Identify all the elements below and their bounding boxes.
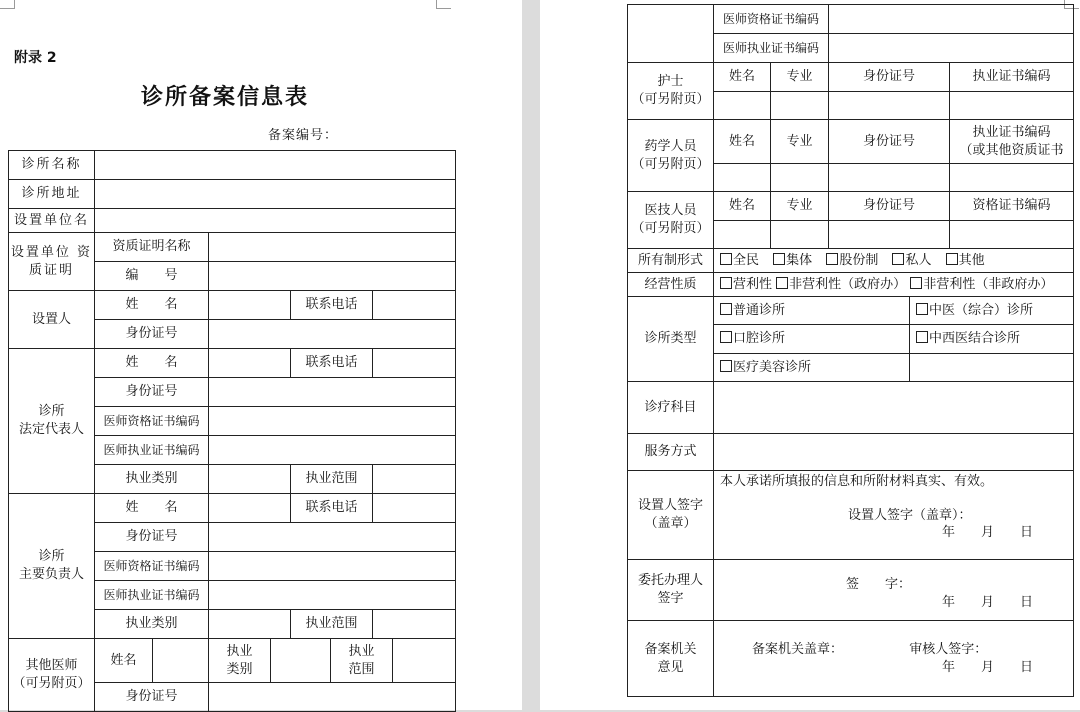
setup-unit-name-field[interactable] [95, 209, 456, 233]
technician-id-label: 身份证号 [829, 192, 950, 221]
agent-signature-label: 委托办理人 签字 [628, 560, 714, 621]
technician-label: 医技人员 （可另附页） [628, 192, 714, 249]
main-person-scope-field[interactable] [373, 610, 456, 639]
legal-rep-id-label: 身份证号 [95, 378, 209, 407]
checkbox-icon[interactable] [720, 303, 732, 315]
checkbox-icon[interactable] [826, 253, 838, 265]
applicant-signature-label: 设置人签字 （盖章） [628, 471, 714, 560]
appendix-label: 附录 2 [14, 50, 57, 66]
page-corner-mark [0, 0, 15, 9]
checkbox-icon[interactable] [776, 277, 788, 289]
pharmacist-id-field[interactable] [829, 164, 950, 192]
main-person-category-field[interactable] [209, 610, 291, 639]
commitment-text: 本人承诺所填报的信息和所附材料真实、有效。 [720, 474, 994, 489]
pharmacist-name-field[interactable] [714, 164, 771, 192]
nurse-id-label: 身份证号 [829, 63, 950, 92]
pharmacist-cert-field[interactable] [950, 164, 1074, 192]
checkbox-icon[interactable] [916, 331, 928, 343]
legal-rep-name-field[interactable] [209, 349, 291, 378]
operation-options [714, 273, 1074, 297]
nurse-cert-label: 执业证书编码 [950, 63, 1074, 92]
other-doctors-category-field[interactable] [271, 639, 331, 683]
continued-practice-cert-field[interactable] [829, 34, 1074, 63]
legal-rep-practice-cert-label: 医师执业证书编码 [95, 436, 209, 465]
checkbox-icon[interactable] [910, 277, 922, 289]
clinic-address-field[interactable] [95, 180, 456, 209]
continued-practice-cert-label: 医师执业证书编码 [714, 34, 829, 63]
technician-cert-label: 资格证书编码 [950, 192, 1074, 221]
setup-person-id-field[interactable] [209, 320, 456, 349]
other-doctors-category-label: 执业 类别 [209, 639, 271, 683]
clinic-record-form-left [8, 150, 456, 712]
technician-name-field[interactable] [714, 221, 771, 249]
qual-cert-name-label: 资质证明名称 [95, 233, 209, 262]
other-doctors-scope-field[interactable] [393, 639, 456, 683]
reviewer-sign-label: 审核人签字： [909, 641, 988, 657]
pharmacist-major-label: 专业 [771, 120, 829, 164]
clinic-type-cosmetic[interactable]: 医疗美容诊所 [714, 354, 910, 382]
checkbox-icon[interactable] [720, 277, 732, 289]
applicant-sign-label: 设置人签字（盖章）： [848, 507, 972, 523]
legal-rep-scope-field[interactable] [373, 465, 456, 494]
authority-seal-label: 备案机关盖章： [752, 641, 844, 657]
operation-option[interactable]: 营利性 [720, 277, 772, 292]
page-left [0, 0, 522, 710]
ownership-option[interactable]: 私人 [892, 253, 931, 268]
clinic-type-blank [910, 354, 1074, 382]
applicant-signature-cell[interactable] [714, 471, 1074, 560]
nurse-label: 护士 （可另附页） [628, 63, 714, 120]
clinic-type-integrated[interactable]: 中西医结合诊所 [910, 325, 1074, 354]
other-doctors-id-label: 身份证号 [95, 683, 209, 712]
technician-name-label: 姓名 [714, 192, 771, 221]
number-field[interactable] [209, 262, 456, 291]
clinic-type-tcm[interactable]: 中医（综合）诊所 [910, 297, 1074, 325]
page-corner-mark [436, 0, 451, 9]
nurse-major-field[interactable] [771, 92, 829, 120]
nurse-cert-field[interactable] [950, 92, 1074, 120]
main-person-qual-cert-label: 医师资格证书编码 [95, 552, 209, 581]
doctor-cert-continued-blank [628, 5, 714, 63]
authority-opinion-cell[interactable] [714, 621, 1074, 697]
continued-qual-cert-label: 医师资格证书编码 [714, 5, 829, 34]
other-doctors-id-field[interactable] [209, 683, 456, 712]
clinic-name-label: 诊所名称 [9, 151, 95, 180]
legal-rep-label: 诊所 法定代表人 [9, 349, 95, 494]
pharmacist-name-label: 姓名 [714, 120, 771, 164]
main-person-category-label: 执业类别 [95, 610, 209, 639]
nurse-name-field[interactable] [714, 92, 771, 120]
checkbox-icon[interactable] [773, 253, 785, 265]
checkbox-icon[interactable] [916, 303, 928, 315]
qual-cert-name-field[interactable] [209, 233, 456, 262]
legal-rep-qual-cert-field[interactable] [209, 407, 456, 436]
pharmacist-id-label: 身份证号 [829, 120, 950, 164]
ownership-option[interactable]: 集体 [773, 253, 812, 268]
main-person-practice-cert-label: 医师执业证书编码 [95, 581, 209, 610]
operation-option[interactable]: 非营利性（政府办） [776, 277, 906, 292]
main-person-practice-cert-field[interactable] [209, 581, 456, 610]
main-person-name-label: 姓 名 [95, 494, 209, 523]
technician-cert-field[interactable] [950, 221, 1074, 249]
checkbox-icon[interactable] [892, 253, 904, 265]
authority-date: 年 月 日 [942, 659, 1034, 675]
ownership-option[interactable]: 全民 [720, 253, 759, 268]
legal-rep-name-label: 姓 名 [95, 349, 209, 378]
nurse-major-label: 专业 [771, 63, 829, 92]
main-person-id-field[interactable] [209, 523, 456, 552]
setup-person-label: 设置人 [9, 291, 95, 349]
main-person-label: 诊所 主要负责人 [9, 494, 95, 639]
main-person-id-label: 身份证号 [95, 523, 209, 552]
authority-opinion-label: 备案机关 意见 [628, 621, 714, 697]
nurse-id-field[interactable] [829, 92, 950, 120]
setup-person-phone-field[interactable] [373, 291, 456, 320]
checkbox-icon[interactable] [720, 253, 732, 265]
ownership-option[interactable]: 其他 [946, 253, 985, 268]
nurse-name-label: 姓名 [714, 63, 771, 92]
technician-major-label: 专业 [771, 192, 829, 221]
service-mode-field[interactable] [714, 434, 1074, 471]
agent-signature-cell[interactable] [714, 560, 1074, 621]
ownership-label: 所有制形式 [628, 249, 714, 273]
agent-sign-label: 签 字： [846, 577, 912, 593]
main-person-phone-field[interactable] [373, 494, 456, 523]
legal-rep-category-label: 执业类别 [95, 465, 209, 494]
legal-rep-qual-cert-label: 医师资格证书编码 [95, 407, 209, 436]
clinic-name-field[interactable] [95, 151, 456, 180]
setup-person-name-label: 姓 名 [95, 291, 209, 320]
clinic-address-label: 诊所地址 [9, 180, 95, 209]
legal-rep-phone-field[interactable] [373, 349, 456, 378]
main-person-name-field[interactable] [209, 494, 291, 523]
legal-rep-category-field[interactable] [209, 465, 291, 494]
main-person-scope-label: 执业范围 [291, 610, 373, 639]
document-title: 诊所备案信息表 [140, 85, 309, 110]
setup-person-name-field[interactable] [209, 291, 291, 320]
service-mode-label: 服务方式 [628, 434, 714, 471]
number-label: 编 号 [95, 262, 209, 291]
pharmacist-label: 药学人员 （可另附页） [628, 120, 714, 192]
operation-label: 经营性质 [628, 273, 714, 297]
agent-date: 年 月 日 [942, 595, 1034, 610]
pharmacist-cert-label: 执业证书编码 （或其他资质证书 [950, 120, 1074, 164]
applicant-date: 年 月 日 [942, 525, 1034, 541]
legal-rep-scope-label: 执业范围 [291, 465, 373, 494]
setup-unit-name-label: 设置单位名 [9, 209, 95, 233]
pharmacist-major-field[interactable] [771, 164, 829, 192]
departments-field[interactable] [714, 382, 1074, 434]
clinic-type-label: 诊所类型 [628, 297, 714, 382]
clinic-type-dental[interactable]: 口腔诊所 [714, 325, 910, 354]
record-number-label: 备案编号： [268, 128, 339, 143]
other-doctors-name-label: 姓名 [95, 639, 153, 683]
main-person-phone-label: 联系电话 [291, 494, 373, 523]
other-doctors-label: 其他医师 （可另附页） [9, 639, 95, 712]
clinic-type-general[interactable]: 普通诊所 [714, 297, 910, 325]
other-doctors-scope-label: 执业 范围 [331, 639, 393, 683]
legal-rep-phone-label: 联系电话 [291, 349, 373, 378]
setup-person-id-label: 身份证号 [95, 320, 209, 349]
setup-person-phone-label: 联系电话 [291, 291, 373, 320]
technician-id-field[interactable] [829, 221, 950, 249]
legal-rep-practice-cert-field[interactable] [209, 436, 456, 465]
checkbox-icon[interactable] [720, 360, 732, 372]
setup-unit-cert-label: 设置单位 资质证明 [9, 233, 95, 291]
ownership-options [714, 249, 1074, 273]
continued-qual-cert-field[interactable] [829, 5, 1074, 34]
technician-major-field[interactable] [771, 221, 829, 249]
departments-label: 诊疗科目 [628, 382, 714, 434]
checkbox-icon[interactable] [720, 331, 732, 343]
legal-rep-id-field[interactable] [209, 378, 456, 407]
operation-option[interactable]: 非营利性（非政府办） [910, 277, 1053, 292]
checkbox-icon[interactable] [946, 253, 958, 265]
other-doctors-name-field[interactable] [153, 639, 209, 683]
ownership-option[interactable]: 股份制 [826, 253, 878, 268]
clinic-record-form-right [627, 4, 1074, 697]
main-person-qual-cert-field[interactable] [209, 552, 456, 581]
